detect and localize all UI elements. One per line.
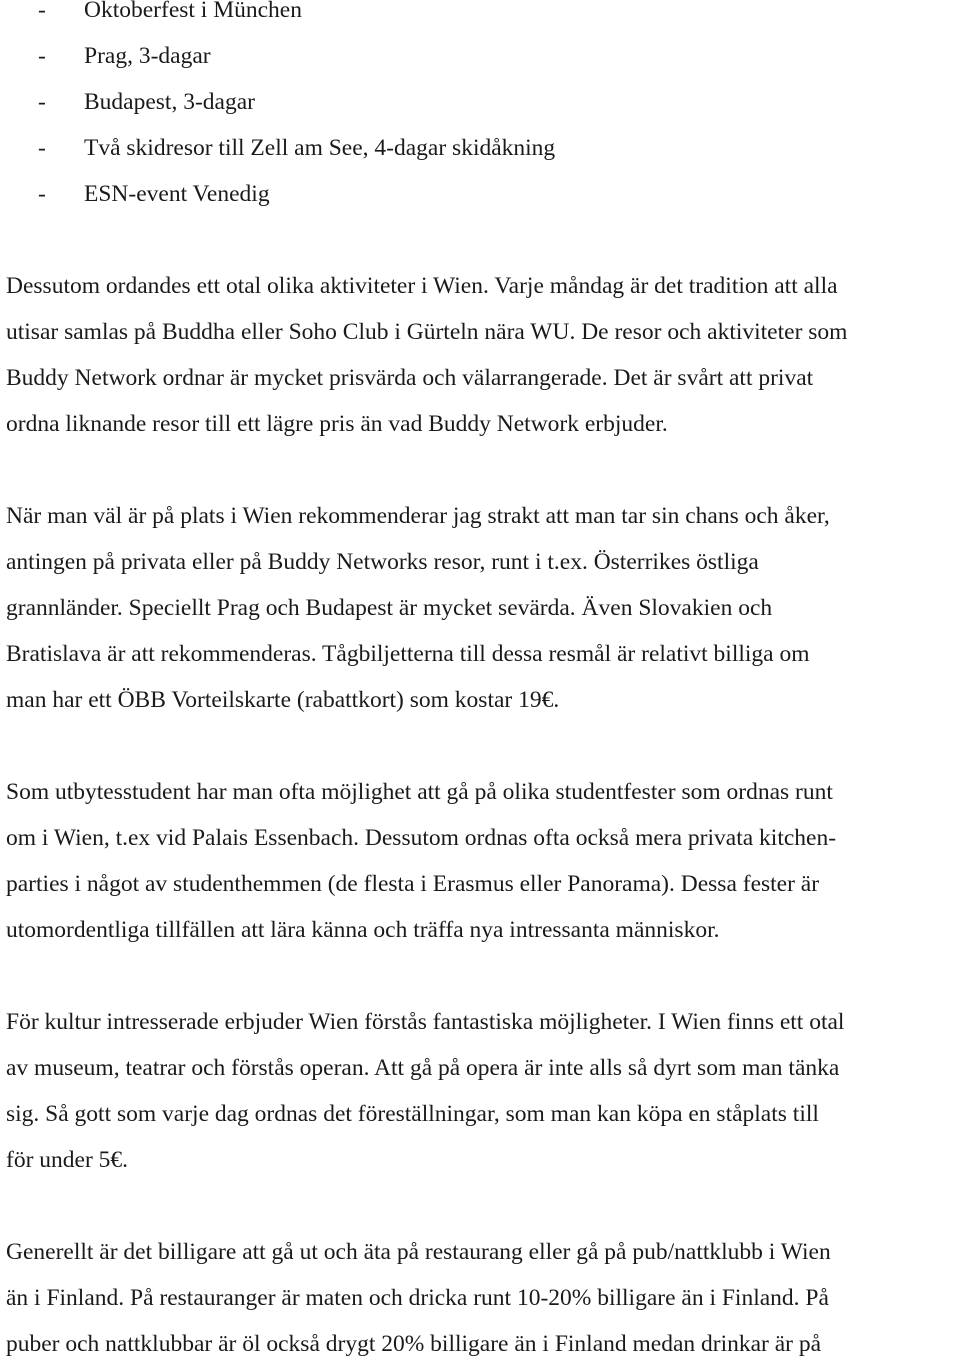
text-line: För kultur intresserade erbjuder Wien förstås fantastiska möjligheter. I Wien finns ett otal: [6, 1009, 845, 1035]
text-line: om i Wien, t.ex vid Palais Essenbach. Dessutom ordnas ofta också mera privata kitchen-: [6, 825, 837, 851]
bullet-dash: -: [38, 0, 46, 23]
text-line: parties i något av studenthemmen (de flesta i Erasmus eller Panorama). Dessa fester är: [6, 871, 820, 897]
text-line: antingen på privata eller på Buddy Networks resor, runt i t.ex. Österrikes östliga: [6, 549, 759, 575]
list-item: [6, 0, 960, 33]
text-line: än i Finland. På restauranger är maten och dricka runt 10-20% billigare än i Finland. På: [6, 1285, 829, 1311]
text-line: puber och nattklubbar är öl också drygt 20% billigare än i Finland medan drinkar är på: [6, 1331, 822, 1357]
text-line: utomordentliga tillfällen att lära känna och träffa nya intressanta människor.: [6, 917, 720, 943]
text-line: ordna liknande resor till ett lägre pris än vad Buddy Network erbjuder.: [6, 411, 668, 437]
text-line: man har ett ÖBB Vorteilskarte (rabattkort) som kostar 19€.: [6, 687, 560, 713]
paragraph-travel: [6, 493, 960, 723]
paragraph-parties: [6, 769, 960, 953]
text-line: Bratislava är att rekommenderas. Tågbiljetterna till dessa resmål är relativt billiga om: [6, 641, 810, 667]
list-item: [6, 171, 960, 217]
text-line: för under 5€.: [6, 1147, 129, 1173]
text-line: Generellt är det billigare att gå ut och äta på restaurang eller gå på pub/nattklubb i Wien: [6, 1239, 831, 1265]
text-line: Som utbytesstudent har man ofta möjlighet att gå på olika studentfester som ordnas runt: [6, 779, 833, 805]
text-line: av museum, teatrar och förstås operan. Att gå på opera är inte alls så dyrt som man tänka: [6, 1055, 840, 1081]
text-line: När man väl är på plats i Wien rekommenderar jag strakt att man tar sin chans och åker,: [6, 503, 830, 529]
list-item-text: Oktoberfest i München: [84, 0, 302, 23]
text-line: grannländer. Speciellt Prag och Budapest är mycket sevärda. Även Slovakien och: [6, 595, 773, 621]
list-item: [6, 33, 960, 79]
list-item-text: Budapest, 3-dagar: [84, 89, 255, 115]
bullet-dash: -: [38, 43, 46, 69]
text-line: utisar samlas på Buddha eller Soho Club i Gürteln nära WU. De resor och aktiviteter som: [6, 319, 848, 345]
list-item-text: Prag, 3-dagar: [84, 43, 211, 69]
document-page: [6, 0, 960, 1367]
trip-list: [6, 0, 960, 217]
list-item: [6, 125, 960, 171]
list-item: [6, 79, 960, 125]
paragraph-culture: [6, 999, 960, 1183]
text-line: Dessutom ordandes ett otal olika aktiviteter i Wien. Varje måndag är det tradition att alla: [6, 273, 838, 299]
paragraph-activities: [6, 263, 960, 447]
bullet-dash: -: [38, 89, 46, 115]
bullet-dash: -: [38, 181, 46, 207]
text-line: Buddy Network ordnar är mycket prisvärda och välarrangerade. Det är svårt att privat: [6, 365, 814, 391]
list-item-text: Två skidresor till Zell am See, 4-dagar skidåkning: [84, 135, 556, 161]
text-line: sig. Så gott som varje dag ordnas det föreställningar, som man kan köpa en ståplats till: [6, 1101, 819, 1127]
paragraph-prices: [6, 1229, 960, 1367]
bullet-dash: -: [38, 135, 46, 161]
list-item-text: ESN-event Venedig: [84, 181, 270, 207]
